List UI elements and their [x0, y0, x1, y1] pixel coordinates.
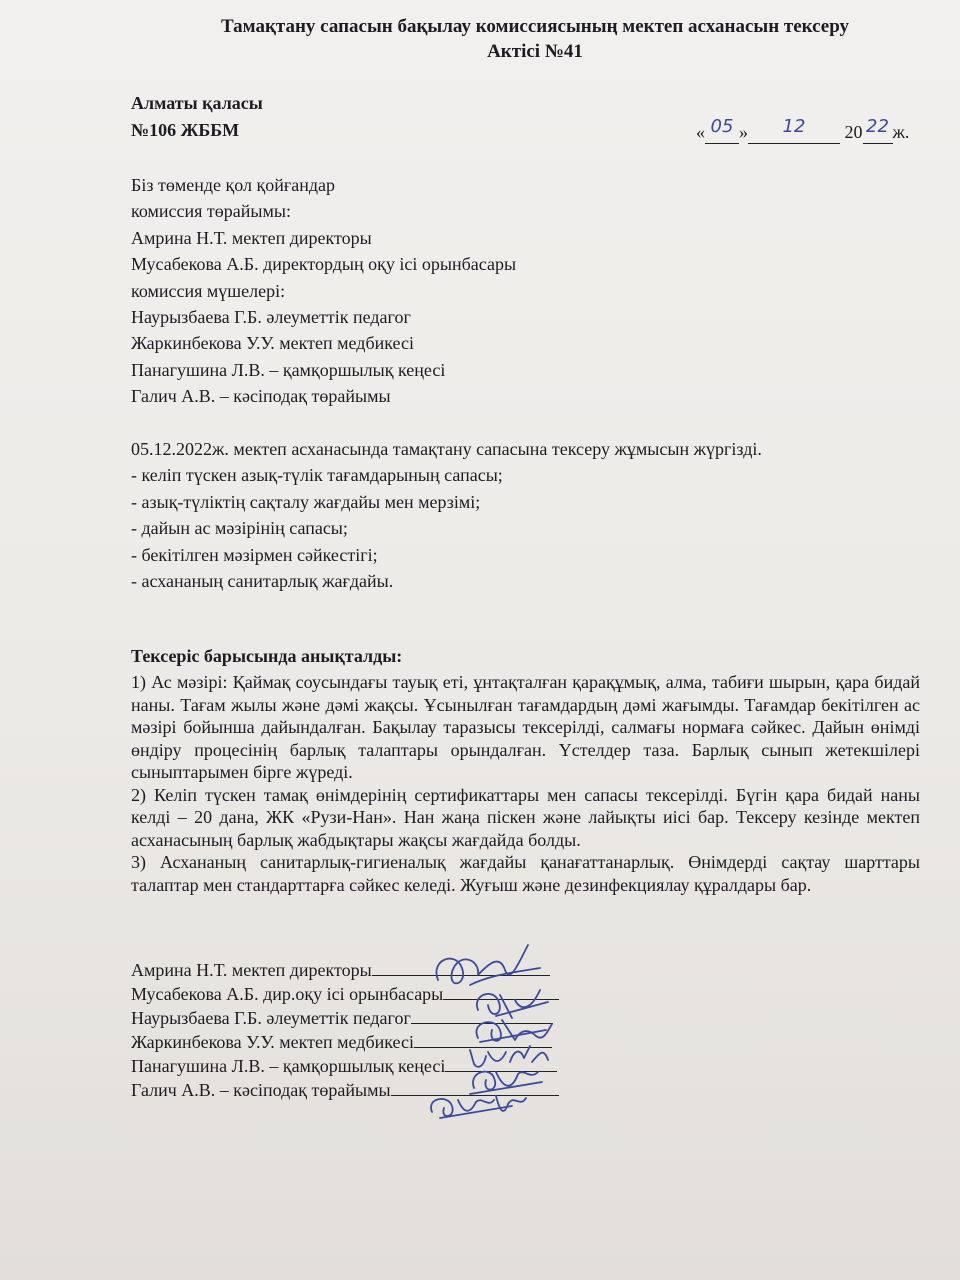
finding-paragraph-3: 3) Асхананың санитарлық-гигиеналық жағдайы қанағаттанарлық. Өнімдерді сақтау шарттары талаптар мен стандарттарға сәйкес келеді. Жуғыш және дезинфекциялау құралдары бар. — [131, 852, 920, 895]
signature-line — [443, 983, 559, 1000]
signatory-name: Наурызбаева Г.Б. әлеуметтік педагог — [131, 1008, 411, 1028]
members-line: Біз төменде қол қойғандар — [131, 175, 335, 195]
document-title — [0, 14, 960, 64]
signatory-name: Жаркинбекова У.У. мектеп медбикесі — [131, 1032, 414, 1052]
title-line-2: Актісі №41 — [487, 41, 583, 62]
members-line: Наурызбаева Г.Б. әлеуметтік педагог — [131, 307, 411, 328]
signature-block — [131, 958, 559, 1102]
document-date — [696, 116, 910, 144]
commission-members — [131, 172, 516, 410]
date-year-suffix: 22 — [866, 116, 889, 137]
inspection-checklist — [131, 436, 762, 594]
signature-row — [131, 1078, 559, 1102]
signature-line — [414, 1031, 552, 1048]
date-year-end: ж. — [892, 122, 910, 142]
members-line: Жаркинбекова У.У. мектеп медбикесі — [131, 333, 414, 354]
findings-heading: Тексеріс барысында анықталды: — [131, 646, 403, 666]
signature-row — [131, 1030, 559, 1054]
finding-paragraph-2: 2) Келіп түскен тамақ өнімдерінің сертификаттары мен сапасы тексерілді. Бүгін қара бидай наны келді – 20 дана, ЖК «Рузи-Нан». Нан жаңа піскен және лайықты иісі бар. Тексеру кезінде мектеп асханасының барлық жабдықтары жақсы жағдайда болды. — [131, 784, 920, 850]
date-close-quote: » — [739, 122, 748, 142]
checklist-line: - дайын ас мәзірінің сапасы; — [131, 518, 348, 539]
signature-row — [131, 958, 559, 982]
members-line: Амрина Н.Т. мектеп директоры — [131, 227, 372, 248]
date-year-prefix: 20 — [844, 122, 863, 142]
signatory-name: Мусабекова А.Б. дир.оқу ісі орынбасары — [131, 984, 444, 1004]
findings-body — [131, 671, 920, 896]
signature-line — [445, 1055, 557, 1072]
members-line: Панагушина Л.В. – қамқоршылық кеңесі — [131, 359, 446, 380]
signature-row — [131, 1054, 559, 1078]
title-line-1: Тамақтану сапасын бақылау комиссиясының мектеп асханасын тексеру — [220, 16, 850, 37]
signature-row — [131, 982, 559, 1006]
checklist-line: - келіп түскен азық-түлік тағамдарының сапасы; — [131, 465, 503, 486]
members-line: комиссия мүшелері: — [131, 280, 286, 301]
signature-row — [131, 1006, 559, 1030]
members-line: Мусабекова А.Б. директордың оқу ісі орынбасары — [131, 254, 517, 275]
date-month-blank — [748, 116, 840, 144]
signature-line — [372, 959, 550, 976]
date-day: 05 — [710, 116, 734, 137]
signatory-name: Галич А.В. – кәсіподақ төрайымы — [131, 1080, 391, 1100]
date-day-blank — [705, 116, 739, 144]
date-open-quote: « — [696, 122, 705, 142]
signatory-name: Амрина Н.Т. мектеп директоры — [131, 960, 372, 980]
finding-paragraph-1: 1) Ас мәзірі: Қаймақ соусындағы тауық еті, ұнтақталған қарақұмық, алма, табиғи шырын, қара бидай наны. Тағам жылы және дәмі жақсы. Ұсынылған тағамдардың дәмі жағымды. Тағамдар бекітілген ас мәзірі бойынша дайындалған. Бақылау таразысы тексерілді, салмағы нормаға сәйкес. Дайын өнімді өндіру процесінің барлық талаптары орындалған. Үстелдер таза. Барлық сынып жетекшілері сыныптарымен бірге жүреді. — [131, 672, 920, 782]
city-label: Алматы қаласы — [131, 93, 263, 113]
checklist-line: - бекітілген мәзірмен сәйкестігі; — [131, 544, 378, 565]
checklist-line: 05.12.2022ж. мектеп асханасында тамақтану сапасына тексеру жұмысын жүргізді. — [131, 439, 762, 459]
school-label: №106 ЖББМ — [131, 120, 240, 140]
signature-line — [411, 1007, 553, 1024]
signatory-name: Панагушина Л.В. – қамқоршылық кеңесі — [131, 1056, 446, 1076]
signature-line — [391, 1079, 559, 1096]
date-year-blank — [863, 116, 893, 144]
date-month: 12 — [782, 116, 806, 137]
members-line: Галич А.В. – кәсіподақ төрайымы — [131, 386, 391, 407]
checklist-line: - азық-түліктің сақталу жағдайы мен мерзімі; — [131, 491, 481, 512]
checklist-line: - асхананың санитарлық жағдайы. — [131, 571, 394, 592]
members-line: комиссия төрайымы: — [131, 201, 291, 222]
